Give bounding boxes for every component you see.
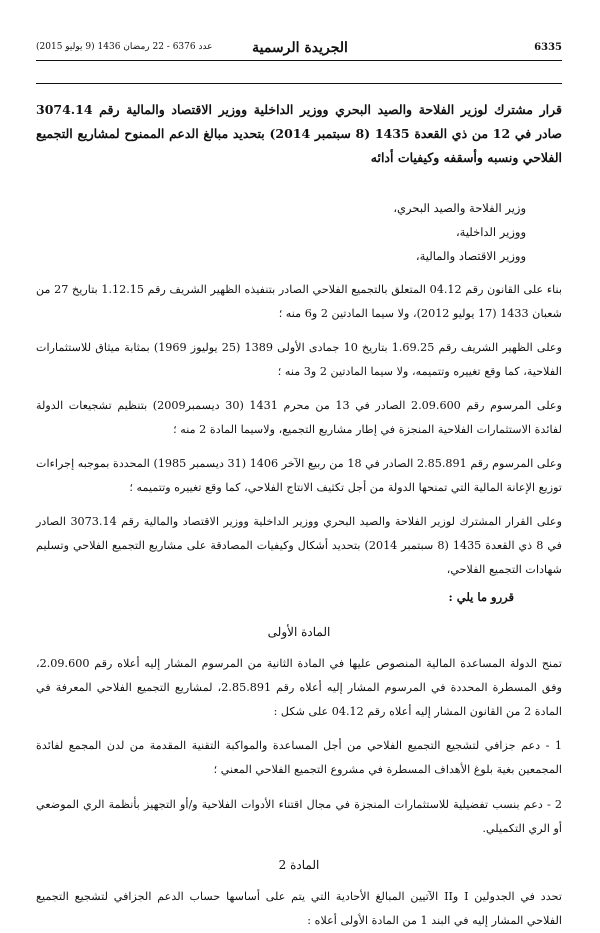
author-line: ووزير الاقتصاد والمالية، (415, 249, 526, 263)
issue-info: عدد 6376 - 22 رمضان 1436 (9 يوليو 2015) (36, 42, 213, 52)
preamble-paragraph: وعلى القرار المشترك لوزير الفلاحة والصيد البحري ووزير الداخلية ووزير الاقتصاد والمالية رقم 3073.14 الصادر في 8 ذي القعدة 1435 (8 سبتمبر 2014) بتحديد أشكال وكيفيات المصادقة على مشاريع التجميع الفلاحي وتسليم شهادات التجميع الفلاحي، (36, 515, 562, 576)
author-line: وزير الفلاحة والصيد البحري، (393, 201, 526, 215)
article-1-intro: تمنح الدولة المساعدة المالية المنصوص عليها في المادة الثانية من المرسوم المشار إليه أعلاه رقم 2.09.600، وفق المسطرة المحددة في المرسوم المشار إليه أعلاه رقم 2.85.891، لمشاريع التجميع الفلاحي المعرفة في المادة 2 من القانون المشار إليه أعلاه رقم 04.12 على شكل : (36, 657, 562, 718)
preamble-paragraph: وعلى المرسوم رقم 2.85.891 الصادر في 18 من ربيع الآخر 1406 (31 ديسمبر 1985) المحددة بموجبه إجراءات توزيع الإعانة المالية التي تمنحها الدولة من أجل تكثيف الانتاج الفلاحي، كما وقع تغييره وتتميمه ؛ (36, 457, 562, 494)
decree-title: قرار مشترك لوزير الفلاحة والصيد البحري ووزير الداخلية ووزير الاقتصاد والمالية رقم 3074.14 صادر في 12 من ذي القعدة 1435 (8 سبتمبر 2014) بتحديد مبالغ الدعم الممنوح لمشاريع التجميع الفلاحي ونسبه وأسقفه وكيفيات أدائه (36, 102, 562, 165)
page-number: 6335 (534, 41, 562, 53)
article-1-item: 2 - دعم بنسب تفضيلية للاستثمارات المنجزة في مجال اقتناء الأدوات الفلاحية و/أو التجهيز بأنظمة الري الموضعي أو الري التكميلي. (36, 798, 562, 836)
preamble-paragraph: بناء على القانون رقم 04.12 المتعلق بالتجميع الفلاحي الصادر بتنفيذه الظهير الشريف رقم 1.12.15 بتاريخ 27 من شعبان 1433 (17 يوليو 2012)، ولا سيما المادتين 2 و6 منه ؛ (36, 283, 562, 320)
page-header (36, 38, 562, 61)
article-2-title: المادة 2 (278, 858, 320, 873)
article-1-title: المادة الأولى (267, 625, 331, 639)
author-line: ووزير الداخلية، (455, 225, 526, 239)
authors-list (36, 196, 562, 268)
preamble-paragraph: وعلى المرسوم رقم 2.09.600 الصادر في 13 من محرم 1431 (30 ديسمبر2009) بتنظيم تشجيعات الدولة لفائدة الاستثمارات الفلاحية المنجزة في إطار مشاريع التجميع، ولاسيما المادة 2 منه ؛ (36, 399, 563, 436)
article-1-item: 1 - دعم جزافي لتشجيع التجميع الفلاحي من أجل المساعدة والمواكبة التقنية المقدمة من لدن المجمع لفائدة المجمعين بغية بلوغ الأهداف المسطرة في مشروع التجميع الفلاحي المعني ؛ (36, 739, 562, 776)
preamble-paragraph: وعلى الظهير الشريف رقم 1.69.25 بتاريخ 10 جمادى الأولى 1389 (25 يوليوز 1969) بمثابة ميثاق للاستثمارات الفلاحية، كما وقع تغييره وتتميمه، ولا سيما المادتين 2 و3 منه ؛ (36, 341, 562, 378)
journal-title: الجريدة الرسمية (252, 40, 348, 56)
article-2-text: تحدد في الجدولين I وII الآتيين المبالغ الأحادية التي يتم على أساسها حساب الدعم الجزافي لتشجيع التجميع الفلاحي المشار إليه في البند 1 من المادة الأولى أعلاه : (36, 890, 562, 928)
resolved-line: قررو ما يلي : (448, 590, 514, 604)
